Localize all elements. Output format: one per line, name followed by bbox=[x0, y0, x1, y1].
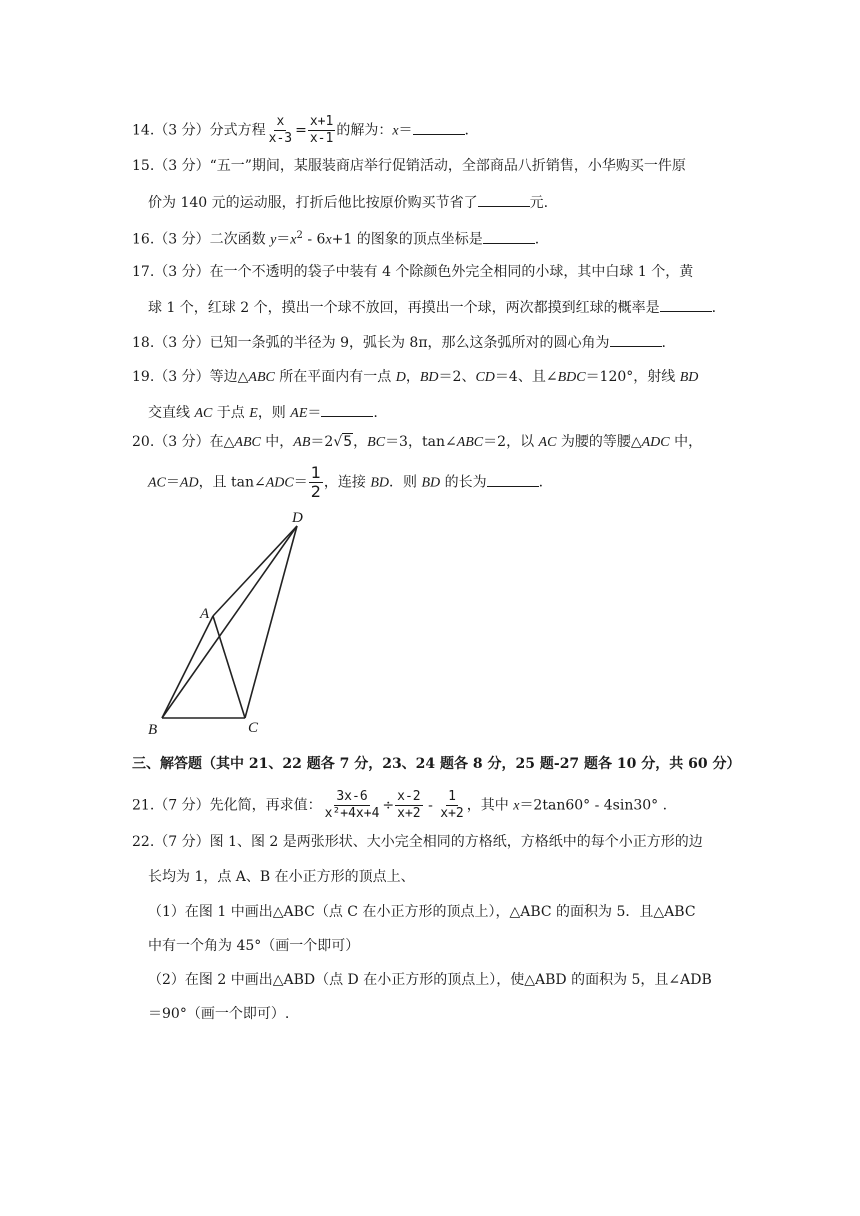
q21-f1-num: 3x-6 bbox=[336, 789, 368, 804]
q20-ac2: AC bbox=[148, 475, 166, 491]
q21-fraction-1 bbox=[323, 789, 382, 822]
q21-div: ÷ bbox=[382, 797, 395, 814]
q20-t8: 中， bbox=[669, 434, 703, 450]
q19-t4: ＝2、 bbox=[438, 369, 476, 385]
q22-part2-cont: ＝90°（画一个即可）. bbox=[148, 1006, 290, 1022]
q16-eq: ＝ bbox=[276, 231, 291, 248]
q14-eq: ＝ bbox=[398, 122, 413, 139]
q21-f3-den: x+2 bbox=[440, 806, 464, 821]
q19-t2: 所在平面内有一点 bbox=[274, 369, 396, 385]
q15-end: 元. bbox=[529, 195, 549, 211]
q21-text: 21.（7 分）先化简，再求值： bbox=[132, 797, 322, 814]
q20-end: . bbox=[538, 474, 544, 491]
q16-y: y bbox=[270, 232, 277, 248]
q21-b: ，其中 bbox=[466, 797, 514, 814]
q20-ab: AB bbox=[293, 435, 311, 450]
q19-t1: 19.（3 分）等边△ bbox=[132, 369, 249, 385]
answer-blank bbox=[321, 402, 373, 417]
q19-bd: BD bbox=[419, 370, 439, 385]
q20-frac-num: 1 bbox=[310, 463, 321, 482]
q20-t11: ＝ bbox=[293, 474, 308, 491]
q19-t5: ＝4、且∠ bbox=[494, 369, 558, 385]
q20-frac-den: 2 bbox=[310, 482, 321, 501]
question-14: 14.（3 分）分式方程 $\frac{x}{x-3}$ = $\frac{x+1}{x-1}$ 的解为：x＝ . bbox=[132, 114, 469, 146]
q20-ac: AC bbox=[538, 435, 557, 450]
q21-f2-num: x-2 bbox=[397, 789, 421, 804]
question-19-cont bbox=[148, 402, 378, 424]
q20-abc2: ABC bbox=[456, 435, 484, 450]
q21-fraction-2 bbox=[395, 789, 422, 822]
q20-bc: BC bbox=[367, 435, 386, 450]
q20-t14: 的长为 bbox=[440, 474, 487, 491]
q20-radicand: 5 bbox=[343, 434, 353, 450]
q18-text: 18.（3 分）已知一条弧的半径为 9，弧长为 8π，那么这条弧所对的圆心角为 bbox=[132, 335, 610, 351]
q18-end: . bbox=[661, 335, 666, 351]
question-18 bbox=[132, 332, 666, 353]
q19-t9: ，则 bbox=[257, 405, 291, 421]
q20-t10: ，且 tan∠ bbox=[198, 474, 266, 491]
question-21 bbox=[132, 789, 667, 822]
segment-ab bbox=[162, 616, 213, 718]
question-22: 22.（7 分）图 1、图 2 是两张形状、大小完全相同的方格纸，方格纸中的每个小正方形的边 bbox=[132, 834, 703, 850]
q17-text: 球 1 个，红球 2 个，摸出一个球不放回，再摸出一个球，两次都摸到红球的概率是 bbox=[148, 300, 660, 316]
q19-ac: AC bbox=[194, 406, 213, 421]
q19-end: . bbox=[373, 405, 378, 421]
q20-t7: 为腰的等腰△ bbox=[556, 434, 642, 450]
q20-adc: ADC bbox=[641, 435, 670, 450]
q14-var: x bbox=[392, 123, 399, 139]
q14-text-b: 的解为： bbox=[336, 122, 393, 139]
q16-rest: - 6 bbox=[302, 231, 326, 248]
question-20-cont bbox=[148, 464, 543, 501]
q15-text: 价为 140 元的运动服，打折后他比按原价购买节省了 bbox=[148, 195, 478, 211]
answer-blank bbox=[483, 229, 535, 244]
answer-blank bbox=[660, 297, 712, 312]
q16-exp: 2 bbox=[296, 230, 303, 241]
q19-t7: 交直线 bbox=[148, 405, 195, 421]
q19-t10: ＝ bbox=[307, 405, 322, 421]
q19-cd: CD bbox=[475, 370, 495, 385]
label-a: A bbox=[200, 606, 210, 622]
q21-f1-den: x²+4x+4 bbox=[324, 806, 380, 821]
question-17-cont bbox=[148, 297, 716, 318]
q20-bd2: BD bbox=[421, 475, 441, 491]
q16-x: x bbox=[290, 232, 297, 248]
q20-adc2: ADC bbox=[265, 475, 294, 491]
answer-blank bbox=[610, 332, 662, 347]
q19-abc: ABC bbox=[248, 370, 275, 385]
geometry-figure bbox=[140, 500, 340, 745]
q21-f3-num: 1 bbox=[448, 789, 456, 804]
q19-d: D bbox=[395, 370, 406, 385]
q22-part2: （2）在图 2 中画出△ABD（点 D 在小正方形的顶点上），使△ABD 的面积为 5，且∠ADB bbox=[148, 972, 712, 988]
q20-bd: BD bbox=[370, 475, 390, 491]
q20-t5: ＝3，tan∠ bbox=[385, 434, 457, 450]
question-15: 15.（3 分）“五一”期间，某服装商店举行促销活动，全部商品八折销售，小华购买一件原 bbox=[132, 158, 686, 174]
q20-t1: 20.（3 分）在△ bbox=[132, 434, 235, 450]
q16-end: . bbox=[534, 231, 540, 248]
q20-t3: ＝2 bbox=[310, 434, 334, 450]
q19-ae: AE bbox=[290, 406, 308, 421]
q21-x: x bbox=[513, 798, 520, 814]
question-20 bbox=[132, 432, 702, 453]
answer-blank bbox=[413, 120, 465, 135]
sqrt-symbol: √5 bbox=[333, 434, 353, 450]
section-3-title: 三、解答题（其中 21、22 题各 7 分，23、24 题各 8 分，25 题-27 题各 10 分，共 60 分） bbox=[132, 756, 741, 772]
q20-fraction bbox=[309, 464, 323, 501]
label-b: B bbox=[148, 722, 158, 738]
q14-fraction-left: $\frac{x}{x-3}$ bbox=[268, 114, 293, 146]
q19-t8: 于点 bbox=[212, 405, 250, 421]
q14-text: 14.（3 分）分式方程 bbox=[132, 122, 266, 139]
q20-t4: ， bbox=[353, 434, 368, 450]
q20-ad: AD bbox=[179, 475, 199, 491]
question-19 bbox=[132, 367, 698, 388]
q20-t12: ，连接 bbox=[323, 474, 371, 491]
q22-part1-cont: 中有一个角为 45°（画一个即可） bbox=[148, 938, 360, 954]
q19-bd2: BD bbox=[679, 370, 699, 385]
label-d: D bbox=[292, 510, 303, 526]
q21-f2-den: x+2 bbox=[397, 806, 421, 821]
q20-t6: ＝2，以 bbox=[483, 434, 539, 450]
question-15-cont bbox=[148, 192, 548, 213]
q20-t2: 中， bbox=[260, 434, 294, 450]
question-22-cont: 长均为 1，点 A、B 在小正方形的顶点上、 bbox=[148, 869, 415, 885]
q20-abc: ABC bbox=[234, 435, 261, 450]
q21-fraction-3 bbox=[438, 789, 465, 822]
question-16 bbox=[132, 226, 539, 251]
answer-blank bbox=[478, 192, 530, 207]
q19-t6: ＝120°，射线 bbox=[585, 369, 680, 385]
q19-t3: ， bbox=[405, 369, 420, 385]
q22-part1: （1）在图 1 中画出△ABC（点 C 在小正方形的顶点上），△ABC 的面积为 5．且△ABC bbox=[148, 904, 696, 920]
segment-ac bbox=[213, 616, 245, 718]
q19-e: E bbox=[249, 406, 258, 421]
q16-tail: +1 的图象的顶点坐标是 bbox=[331, 231, 483, 248]
answer-blank bbox=[487, 472, 539, 487]
question-17: 17.（3 分）在一个不透明的袋子中装有 4 个除颜色外完全相同的小球，其中白球 1 个，黄 bbox=[132, 264, 694, 280]
q21-c: ＝2tan60° - 4sin30° . bbox=[519, 797, 668, 814]
q16-x2: x bbox=[325, 232, 332, 248]
q14-fraction-right: $\frac{x+1}{x-1}$ bbox=[309, 114, 334, 146]
q16-text: 16.（3 分）二次函数 bbox=[132, 231, 271, 248]
q20-t9: ＝ bbox=[165, 474, 180, 491]
label-c: C bbox=[248, 720, 259, 736]
q17-end: . bbox=[711, 300, 717, 316]
q20-t13: ．则 bbox=[389, 474, 422, 491]
segment-bd bbox=[162, 526, 297, 718]
q14-end: . bbox=[464, 122, 469, 139]
q19-bdc: BDC bbox=[557, 370, 586, 385]
q21-minus: - bbox=[423, 797, 438, 814]
